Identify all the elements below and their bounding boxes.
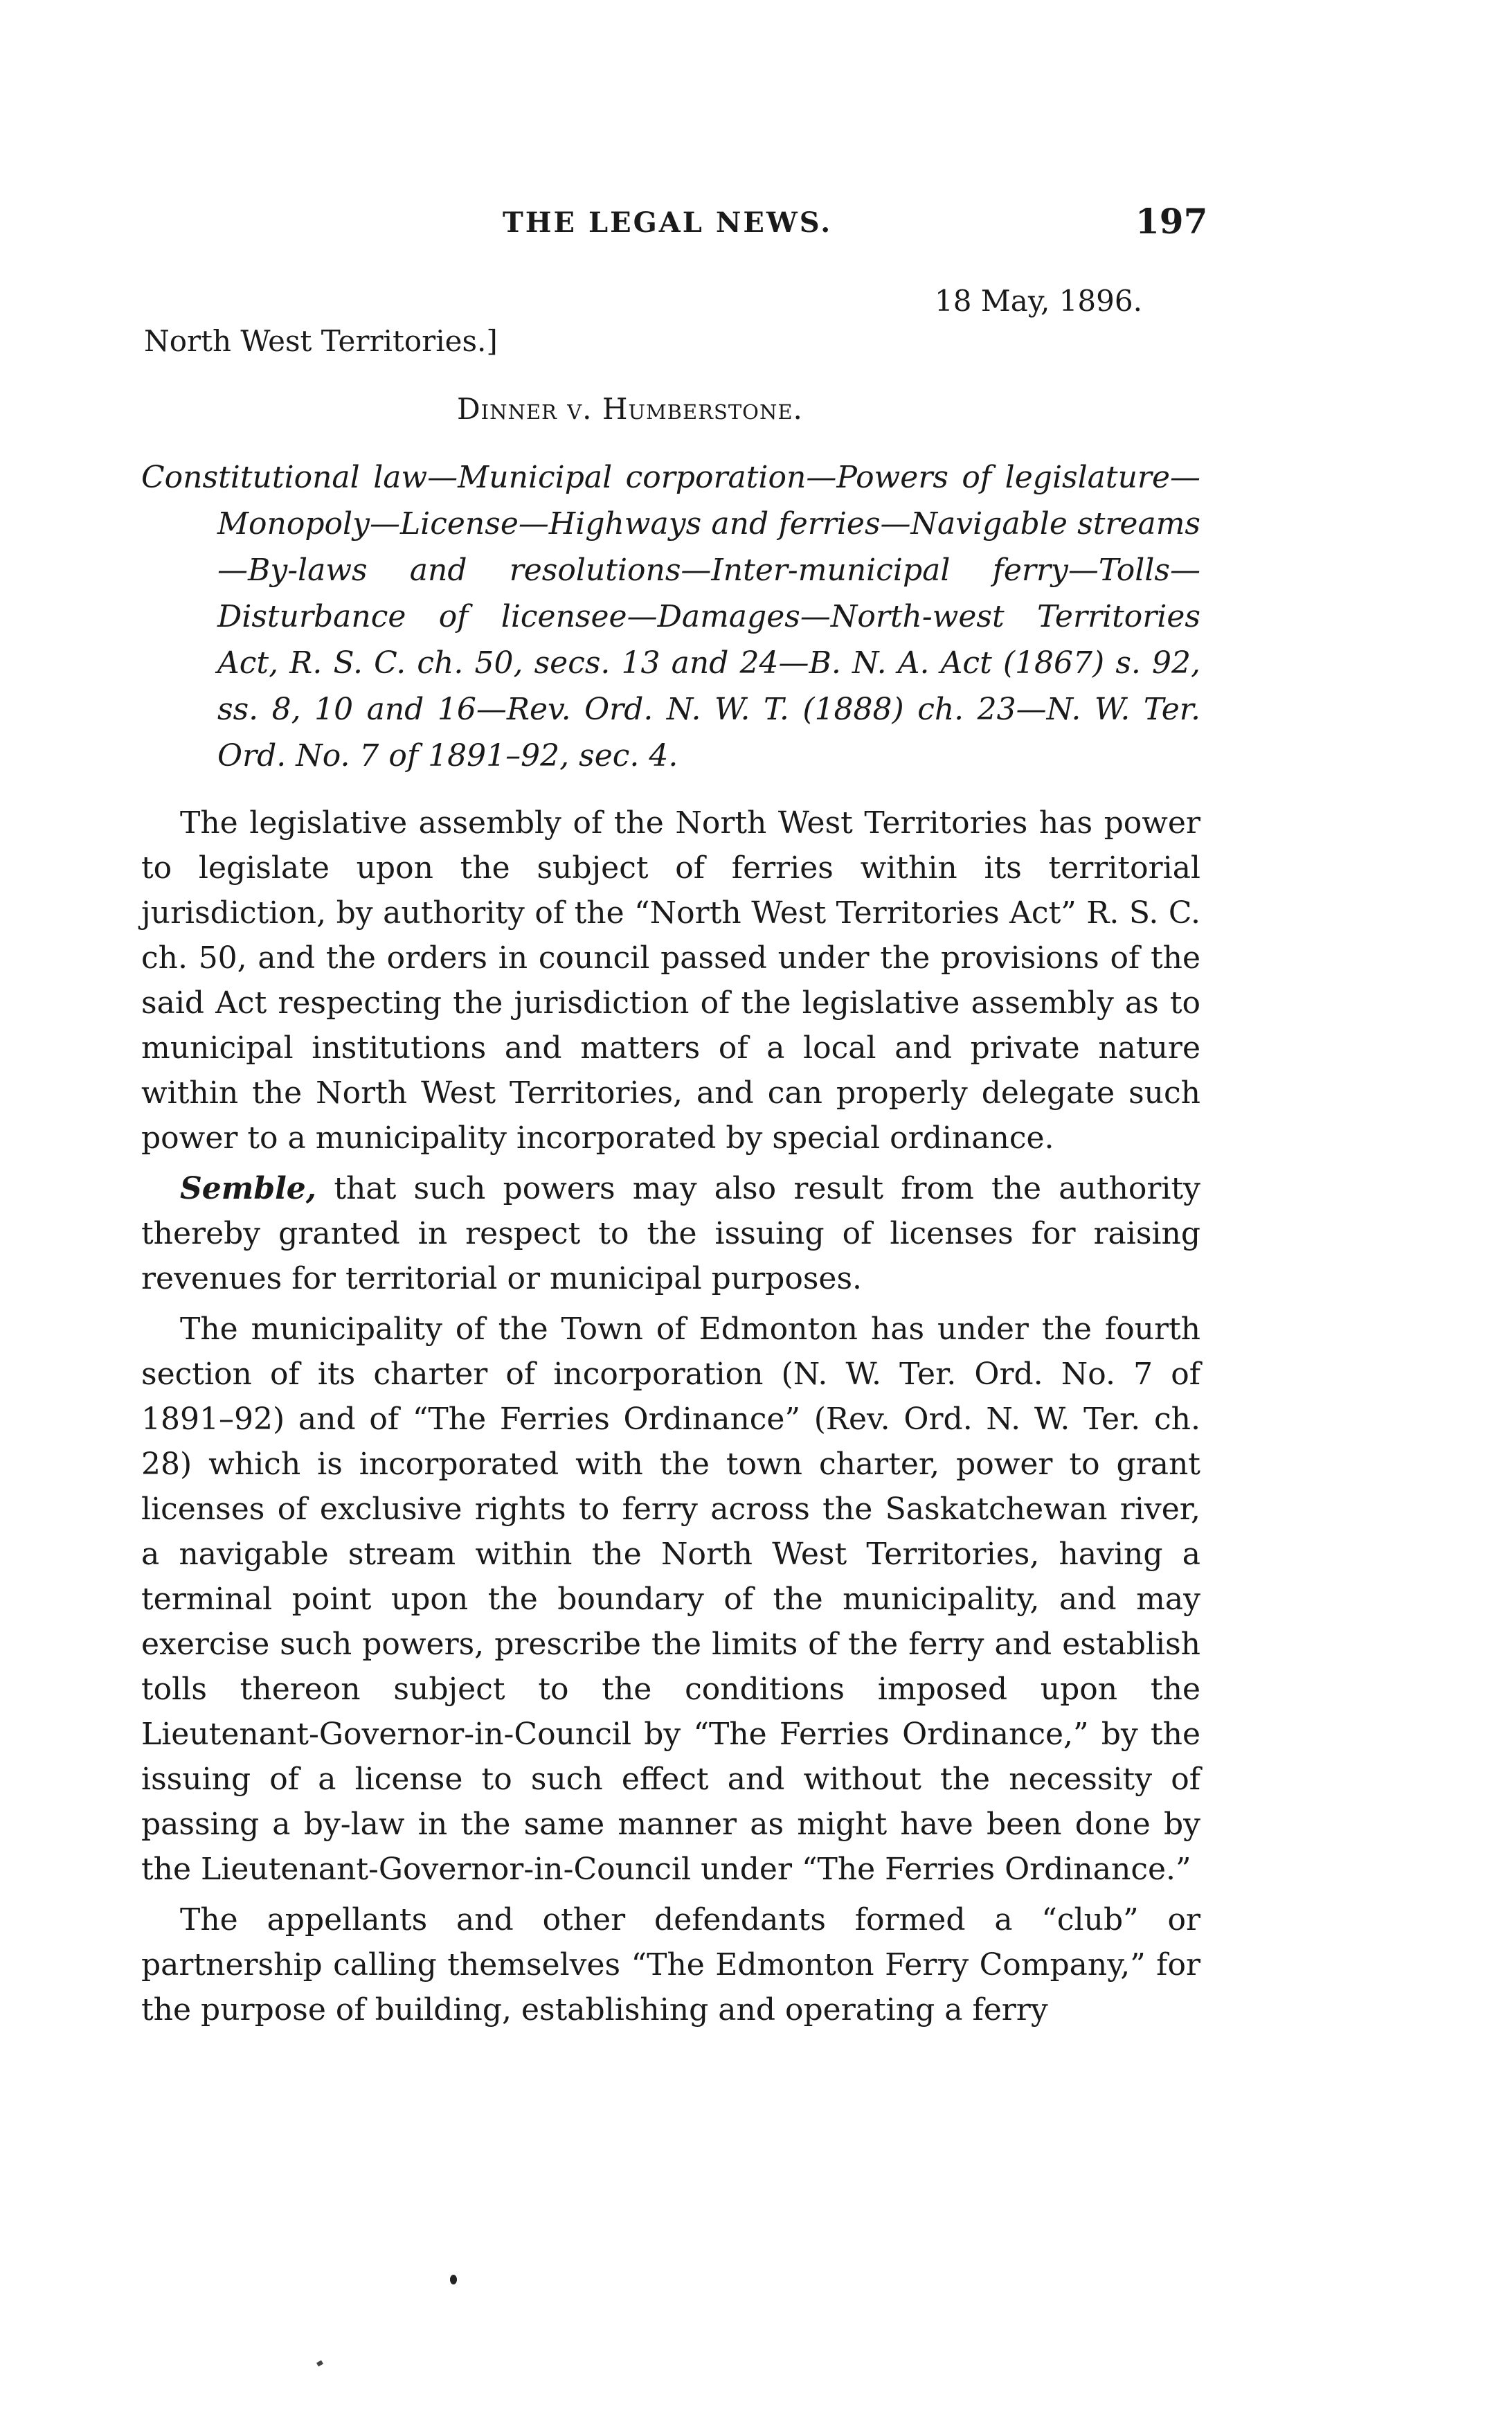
case-title: Dinner v. Humberstone.	[457, 392, 803, 426]
paragraph-1-text: The legislative assembly of the North West Territories has power to legislate upon the subject of ferries within its territorial jurisdiction, by authority of the “North West Territories Act” R. S. C. ch. 50, and the orders in council passed under the provisions of the said Act respecting the jurisdiction of the legislative assembly as to municipal institutions and matters of a local and private nature within the North West Territories, and can properly delegate such power to a municipality incorporated by special ordinance.	[141, 805, 1200, 1156]
headnote: Constitutional law—Municipal corporation—Powers of legislature—Monopoly—License—Highways and ferries—Navigable streams—By-laws and resolutions—Inter-municipal ferry—Tolls—Disturbance of licensee—Damages—North-west Territories Act, R. S. C. ch. 50, secs. 13 and 24—B. N. A. Act (1867) s. 92, ss. 8, 10 and 16—Rev. Ord. N. W. T. (1888) ch. 23—N. W. Ter. Ord. No. 7 of 1891–92, sec. 4.	[141, 460, 1200, 773]
page-number: 197	[1135, 201, 1208, 242]
paragraph-1	[141, 800, 1200, 1161]
paragraph-2	[141, 1166, 1200, 1301]
paragraph-4-text: The appellants and other defendants formed a “club” or partnership calling themselves “The Edmonton Ferry Company,” for the purpose of building, establishing and operating a ferry	[141, 1902, 1200, 2028]
running-title: THE LEGAL NEWS.	[503, 206, 833, 239]
body-text	[141, 800, 1200, 2038]
ink-speck	[450, 2275, 457, 2284]
paragraph-2-lead: Semble,	[180, 1171, 317, 1206]
paragraph-3	[141, 1307, 1200, 1892]
paragraph-2-text: that such powers may also result from the authority thereby granted in respect to the issuing of licenses for raising revenues for territorial or municipal purposes.	[141, 1171, 1200, 1296]
court-name: North West Territories.]	[144, 324, 498, 358]
ink-mark	[316, 2360, 323, 2366]
paragraph-3-text: The municipality of the Town of Edmonton has under the fourth section of its charter of incorporation (N. W. Ter. Ord. No. 7 of 1891–92) and of “The Ferries Ordinance” (Rev. Ord. N. W. Ter. ch. 28) which is incorporated with the town charter, power to grant licenses of exclusive rights to ferry across the Saskatchewan river, a navigable stream within the North West Territories, having a terminal point upon the boundary of the municipality, and may exercise such powers, prescribe the limits of the ferry and establish tolls thereon subject to the conditions imposed upon the Lieutenant-Governor-in-Council by “The Ferries Ordinance,” by the issuing of a license to such effect and without the necessity of passing a by-law in the same manner as might have been done by the Lieutenant-Governor-in-Council under “The Ferries Ordinance.”	[141, 1312, 1200, 1887]
decision-date: 18 May, 1896.	[935, 284, 1142, 318]
paragraph-4	[141, 1897, 1200, 2032]
